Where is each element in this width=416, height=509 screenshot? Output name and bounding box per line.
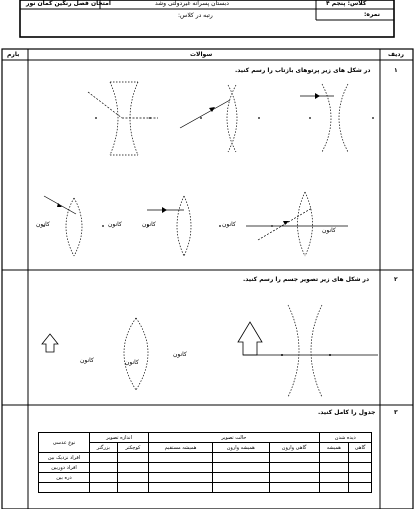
questions-column-header: سوالات [190, 51, 213, 58]
table-cell[interactable] [90, 463, 118, 473]
exam-title: امتحان فصل رنگین کمان نور [26, 0, 111, 7]
table-cell[interactable] [212, 463, 269, 473]
table-cell[interactable] [212, 453, 269, 463]
table-row [39, 453, 372, 463]
table-row [39, 473, 372, 483]
table-cell[interactable] [90, 483, 118, 493]
table-subheader: همیشه مستقیم [149, 443, 213, 453]
table-header-state: حالت تصویر [149, 433, 319, 443]
convex-label: کانون [125, 359, 139, 366]
question-1-number: ۱ [394, 67, 398, 74]
question-2-number: ۲ [394, 276, 398, 283]
table-cell[interactable] [319, 473, 349, 483]
q2-object-arrow [238, 322, 262, 355]
table-cell[interactable] [117, 463, 148, 473]
table-row [39, 483, 372, 493]
school-name: دبستان پسرانه غیردولتی وشد [155, 0, 229, 7]
q1-ray-6 [246, 208, 348, 240]
focus-label-3: کانون [142, 221, 156, 228]
table-cell[interactable] [269, 453, 319, 463]
table-cell[interactable] [349, 483, 372, 493]
table-cell[interactable] [319, 483, 349, 493]
table-header-lens-type: نوع عدسی [39, 433, 90, 453]
table-cell[interactable] [212, 473, 269, 483]
class-label: کلاس: پنجم ۴ [326, 0, 367, 7]
table-cell[interactable] [319, 463, 349, 473]
table-cell[interactable] [269, 483, 319, 493]
q1-convex-lens-6 [298, 192, 313, 256]
focus-label-1: کانون [36, 221, 50, 228]
q2-concave-lens [288, 305, 322, 397]
table-cell[interactable] [90, 453, 118, 463]
question-3-text: جدول را کامل کنید. [318, 409, 376, 416]
table-cell[interactable] [149, 483, 213, 493]
question-2-text: در شکل های زیر تصویر جسم را رسم کنید. [243, 276, 370, 283]
table-cell[interactable] [212, 483, 269, 493]
table-cell[interactable] [117, 483, 148, 493]
table-row-label: ذره بین [39, 473, 90, 483]
q2-small-arrow [42, 334, 58, 352]
score-column-header: بارم [7, 51, 20, 58]
table-subheader: بزرگتر [90, 443, 118, 453]
question-1-text: در شکل های زیر پرتوهای بازتاب را رسم کنید. [235, 67, 371, 74]
table-cell[interactable] [269, 473, 319, 483]
table-cell[interactable] [149, 453, 213, 463]
table-row-label: افراد نزدیک بین [39, 453, 90, 463]
focus-label-4: کانون [222, 221, 236, 228]
table-header-seen: دیده شدن [319, 433, 371, 443]
focus-label-7: کانون [173, 351, 187, 358]
table-row [39, 463, 372, 473]
q1-concave-lens-3 [322, 84, 348, 152]
table-subheader: گاهی [349, 443, 372, 453]
table-cell[interactable] [117, 473, 148, 483]
q1-convex-lens-4 [66, 198, 82, 256]
table-cell[interactable] [349, 473, 372, 483]
q1-ray-1 [88, 92, 158, 118]
q1-convex-lens-2 [227, 85, 237, 152]
table-cell[interactable] [319, 453, 349, 463]
rank-label: رتبه در کلاس: [178, 12, 213, 19]
lens-table [38, 432, 372, 493]
table-subheader: همیشه وارون [212, 443, 269, 453]
table-cell[interactable] [117, 453, 148, 463]
focus-label-6: کانون [80, 357, 94, 364]
table-subheader: همیشه [319, 443, 349, 453]
question-3-number: ۳ [394, 409, 398, 416]
table-cell[interactable] [39, 483, 90, 493]
table-cell[interactable] [349, 453, 372, 463]
table-cell[interactable] [269, 463, 319, 473]
table-cell[interactable] [149, 463, 213, 473]
row-column-header: ردیف [388, 51, 404, 58]
table-cell[interactable] [349, 463, 372, 473]
table-row-label: افراد دوربین [39, 463, 90, 473]
q2-convex-lens [124, 318, 148, 390]
focus-label-2: کانون [108, 221, 122, 228]
table-subheader: گاهی وارون [269, 443, 319, 453]
table-cell[interactable] [149, 473, 213, 483]
q1-convex-lens-5 [177, 196, 191, 256]
grade-label: نمره: [364, 11, 380, 18]
table-subheader: کوچکتر [117, 443, 148, 453]
focus-label-5: کانون [322, 227, 336, 234]
q1-concave-lens-1 [110, 82, 138, 155]
table-cell[interactable] [90, 473, 118, 483]
table-header-size: اندازه تصویر [90, 433, 149, 443]
q1-ray-2 [180, 100, 230, 128]
